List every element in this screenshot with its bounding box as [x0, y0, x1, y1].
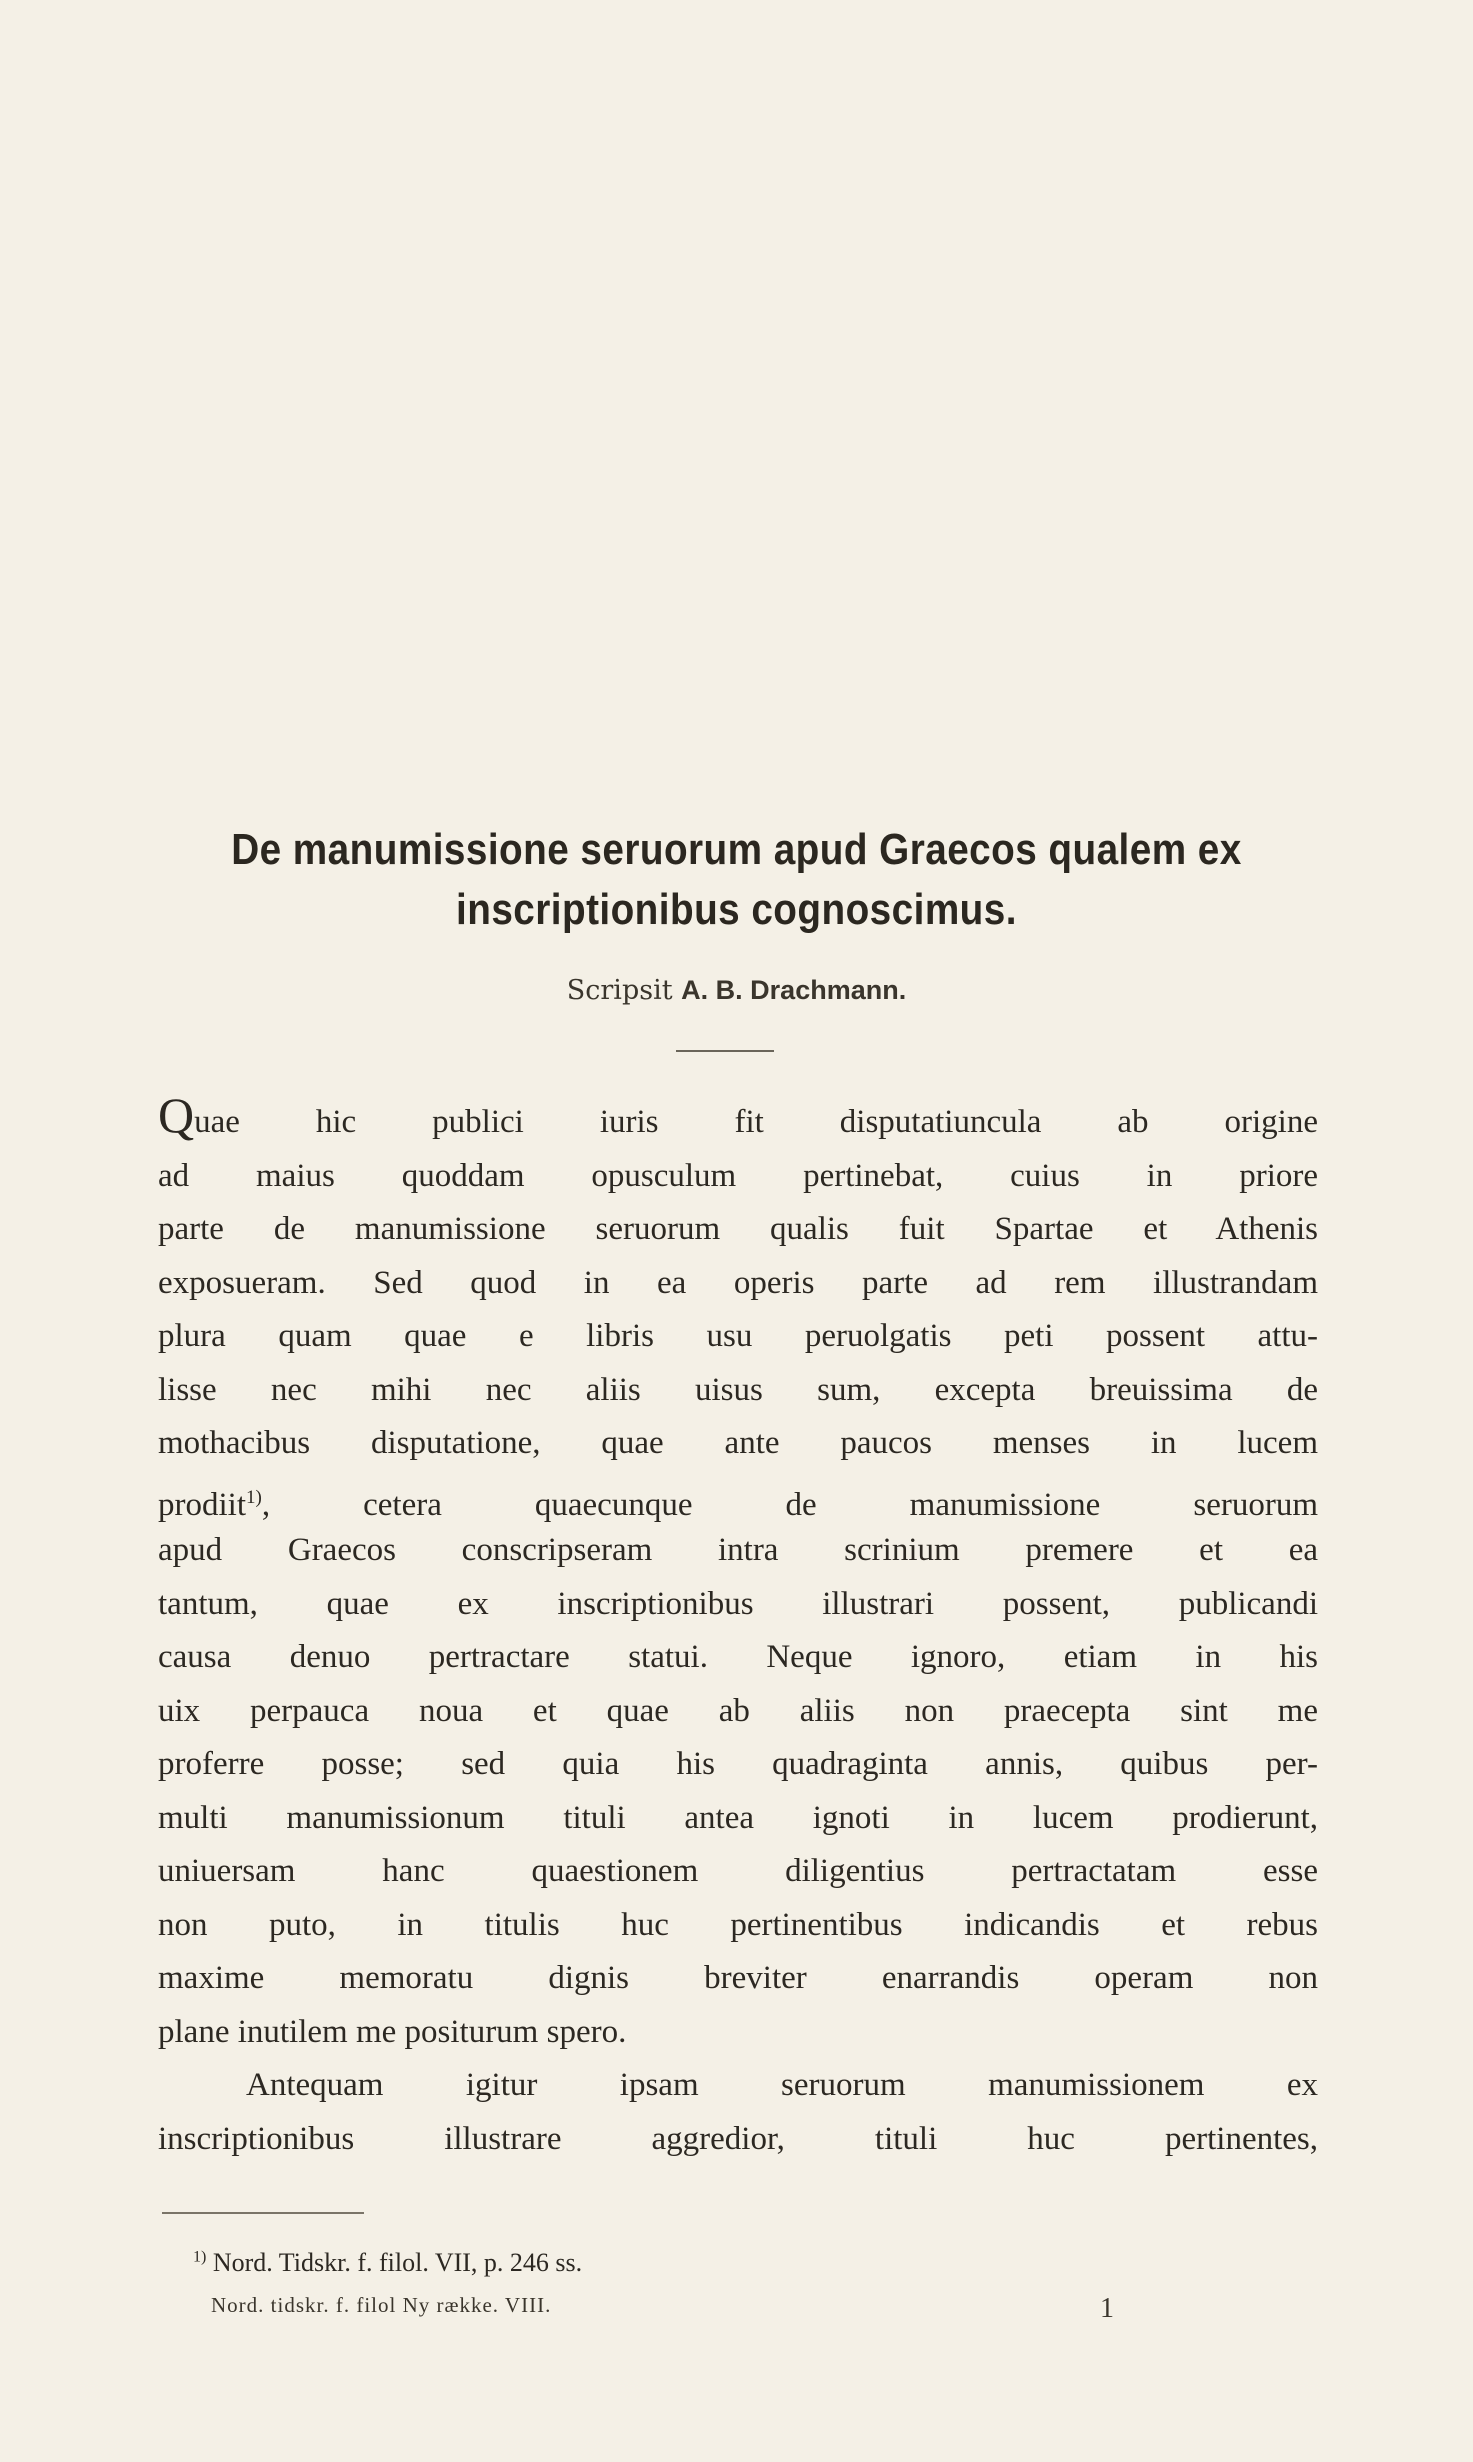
- text-line: exposueram. Sed quod in ea operis parte ad rem illustrandam: [158, 1264, 1318, 1301]
- text-line: causa denuo pertractare statui. Neque ignoro, etiam in his: [158, 1639, 1318, 1675]
- footnote-reference: 1): [246, 1486, 262, 1508]
- text-line: plane inutilem me positurum spero.: [158, 2013, 627, 2050]
- text-line: non puto, in titulis huc pertinentibus indicandis et rebus: [158, 1906, 1318, 1943]
- title-line-1: De manumissione seruorum apud Graecos qualem ex: [231, 825, 1242, 874]
- text-line: maxime memoratu dignis breviter enarrandis operam non: [158, 1960, 1318, 1996]
- text-line: Antequam igitur ipsam seruorum manumissionem ex: [246, 2067, 1318, 2103]
- text-line: uix perpauca noua et quae ab aliis non praecepta sint me: [158, 1692, 1318, 1729]
- text-line: uniuersam hanc quaestionem diligentius pertractatam esse: [158, 1853, 1318, 1889]
- byline: [0, 975, 1473, 1006]
- text-line: tantum, quae ex inscriptionibus illustrari possent, publicandi: [158, 1585, 1318, 1622]
- text-line: multi manumissionum tituli antea ignoti in lucem prodierunt,: [158, 1799, 1318, 1836]
- text-line: prodiit$^{1)}$, cetera quaecunque de manumissione seruorum: [158, 1486, 1318, 1523]
- article-title: [212, 820, 1262, 940]
- footnote-text: Nord. Tidskr. f. filol. VII, p. 246 ss.: [212, 2248, 583, 2277]
- title-line-2: inscriptionibus cognoscimus.: [456, 885, 1017, 934]
- title-divider: [676, 1050, 774, 1052]
- body-text: [158, 1087, 1318, 2166]
- byline-prefix: Scripsit: [566, 975, 673, 1006]
- signature-number: 1: [1100, 2293, 1114, 2324]
- text-line: proferre posse; sed quia his quadraginta annis, quibus per-: [158, 1746, 1318, 1782]
- author-name: A. B. Drachmann.: [681, 975, 907, 1005]
- text-line: mothacibus disputatione, quae ante paucos menses in lucem: [158, 1425, 1318, 1461]
- text-line: inscriptionibus illustrare aggredior, tituli huc pertinentes,: [158, 2120, 1318, 2157]
- drop-cap: Q: [158, 1087, 195, 1143]
- text-line: lisse nec mihi nec aliis uisus sum, excepta breuissima de: [158, 1371, 1318, 1408]
- signature-line: Nord. tidskr. f. filol Ny række. VIII.: [211, 2293, 552, 2317]
- text-line: parte de manumissione seruorum qualis fuit Spartae et Athenis: [158, 1211, 1318, 1247]
- text-line: apud Graecos conscripseram intra scrinium premere et ea: [158, 1532, 1318, 1568]
- text-line: Quae hic publici iuris fit disputatiuncula ab origine: [158, 1087, 1318, 1143]
- text-line: plura quam quae e libris usu peruolgatis peti possent attu-: [158, 1318, 1318, 1354]
- footnote: [193, 2248, 582, 2278]
- footnote-marker: 1): [193, 2248, 207, 2266]
- text-line: ad maius quoddam opusculum pertinebat, cuius in priore: [158, 1157, 1318, 1194]
- footnote-divider: [162, 2212, 364, 2214]
